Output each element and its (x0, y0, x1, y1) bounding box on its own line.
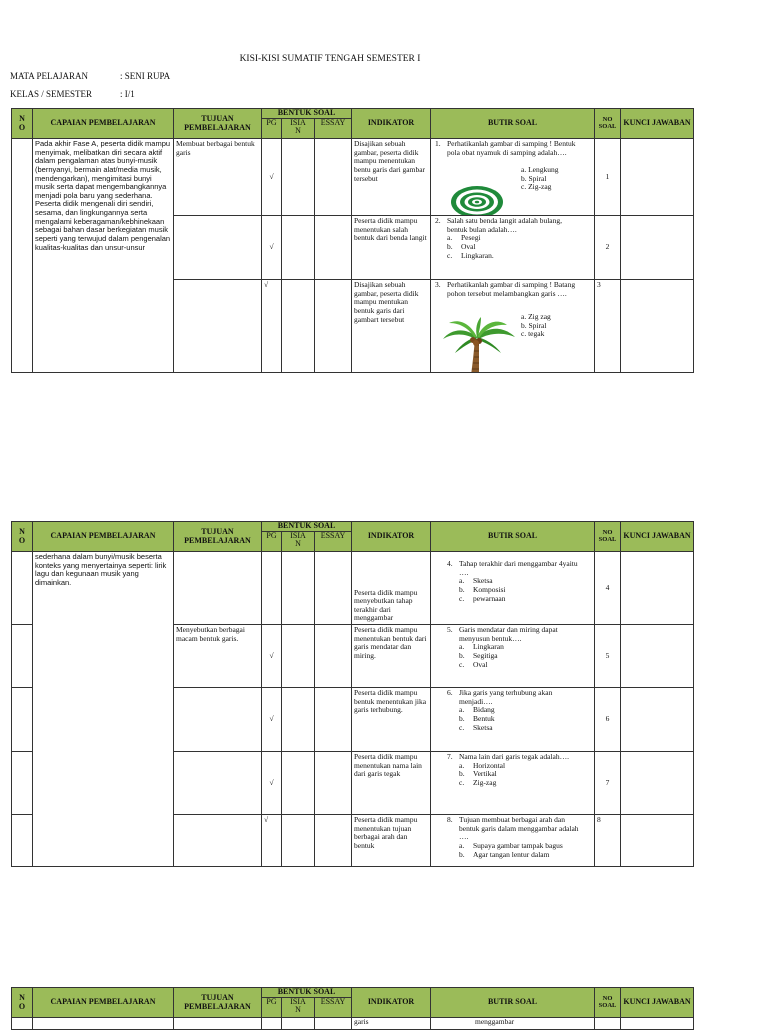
question-text: Tujuan membuat berbagai arah dan bentuk garis dalam menggambar adalah …. (459, 815, 579, 842)
butir-soal-1 (431, 139, 595, 216)
option: b. Bentuk (459, 713, 495, 723)
cell-essay (315, 688, 352, 752)
option: b. Spiral (521, 173, 547, 183)
header-tujuan: TUJUAN PEMBELAJARAN (174, 988, 262, 1018)
header-capaian: CAPAIAN PEMBELAJARAN (33, 522, 174, 552)
header-tujuan: TUJUAN PEMBELAJARAN (174, 522, 262, 552)
header-no-soal: NO SOAL (595, 522, 621, 552)
header-no: N O (12, 522, 33, 552)
check-pg: √ (262, 815, 282, 867)
header-essay: ESSAY (315, 532, 352, 552)
question-number: 6. (447, 688, 453, 697)
question-number: 1. (435, 139, 441, 148)
indikator-text: Peserta didik mampu menentukan salah bentuk dari benda langit (352, 216, 431, 280)
check-pg: √ (262, 139, 282, 216)
butir-soal-8 (431, 815, 595, 867)
question-text: Nama lain dari garis tegak adalah…. (459, 752, 569, 761)
cell-essay (315, 280, 352, 373)
mosquito-coil-image (449, 184, 505, 216)
butir-soal-3 (431, 280, 595, 373)
option: a. Lengkung (521, 165, 559, 174)
kunci-jawaban (621, 752, 694, 815)
option: c. Lingkaran. (447, 250, 494, 260)
option: c. Oval (459, 659, 488, 669)
option: c. Zig-zag (521, 182, 552, 192)
cell-no (12, 752, 33, 815)
header-isian: ISIA N (282, 119, 315, 139)
cell-essay (315, 216, 352, 280)
question-number: 2. (435, 216, 441, 225)
header-butir-soal: BUTIR SOAL (431, 109, 595, 139)
header-butir-soal: BUTIR SOAL (431, 988, 595, 1018)
cell-no (12, 688, 33, 752)
butir-soal-5 (431, 625, 595, 688)
kisi-table-2 (11, 521, 694, 867)
option: b. Komposisi (459, 584, 506, 594)
header-capaian: CAPAIAN PEMBELAJARAN (33, 109, 174, 139)
question-text: Perhatikanlah gambar di samping ! Batang pohon tersebut melambangkan garis …. (447, 280, 576, 298)
question-number: 7. (447, 752, 453, 761)
indikator-text: Peserta didik mampu menentukan tujuan berbagai arah dan bentuk (352, 815, 431, 867)
cell-isian (282, 752, 315, 815)
tujuan-text (174, 688, 262, 752)
header-bentuk-soal: BENTUK SOAL (262, 988, 352, 998)
header-indikator: INDIKATOR (352, 988, 431, 1018)
no-soal: 1 (595, 139, 621, 216)
tujuan-text (174, 552, 262, 625)
cell-no (12, 552, 33, 625)
question-number: 4. (447, 559, 453, 568)
check-pg: √ (262, 625, 282, 688)
cell-isian (282, 280, 315, 373)
header-indikator: INDIKATOR (352, 109, 431, 139)
indikator-text: garis (352, 1018, 431, 1030)
cell-essay (315, 625, 352, 688)
kunci-jawaban (621, 139, 694, 216)
option: c. pewarnaan (459, 593, 506, 603)
check-pg: √ (262, 280, 282, 373)
indikator-text: Peserta didik mampu menyebutkan tahap terakhir dari menggambar (352, 552, 431, 625)
question-number: 8. (447, 815, 453, 824)
option: b. Spiral (521, 320, 547, 330)
mapel-value: : SENI RUPA (120, 71, 171, 81)
butir-soal-4 (431, 552, 595, 625)
no-soal: 8 (595, 815, 621, 867)
tujuan-text (174, 216, 262, 280)
indikator-text: Disajikan sebuah gambar, peserta didik mampu mentukan bentuk garis dari gambart tersebut (352, 280, 431, 373)
cell-no (12, 139, 33, 373)
butir-soal-7 (431, 752, 595, 815)
no-soal: 7 (595, 752, 621, 815)
table-row (12, 552, 694, 625)
kelas-line (10, 89, 135, 99)
check-pg (262, 552, 282, 625)
option: a. Sketsa (459, 576, 493, 586)
butir-soal-fragment: menggambar (431, 1018, 595, 1030)
header-butir-soal: BUTIR SOAL (431, 522, 595, 552)
kisi-table-1 (11, 108, 694, 373)
header-capaian: CAPAIAN PEMBELAJARAN (33, 988, 174, 1018)
header-pg: PG (262, 119, 282, 139)
check-pg: √ (262, 688, 282, 752)
cell-isian (282, 688, 315, 752)
option: a. Bidang (459, 705, 495, 715)
cell-essay (315, 815, 352, 867)
kunci-jawaban (621, 815, 694, 867)
question-number: 3. (435, 280, 441, 289)
no-soal: 3 (595, 280, 621, 373)
header-no: N O (12, 109, 33, 139)
option: b. Segitiga (459, 650, 498, 660)
option: a. Supaya gambar tampak bagus (459, 840, 563, 850)
no-soal: 5 (595, 625, 621, 688)
question-text: Jika garis yang terhubung akan menjadi…. (459, 688, 553, 706)
mapel-line (10, 71, 170, 81)
header-bentuk-soal: BENTUK SOAL (262, 522, 352, 532)
header-kunci-jawaban: KUNCI JAWABAN (621, 522, 694, 552)
header-kunci-jawaban: KUNCI JAWABAN (621, 109, 694, 139)
option: a. Zig zag (521, 312, 551, 321)
option: c. Zig-zag (459, 777, 497, 787)
indikator-text: Peserta didik mampu bentuk menentukan jika garis terhubung. (352, 688, 431, 752)
cell-isian (282, 216, 315, 280)
header-pg: PG (262, 998, 282, 1018)
cell-essay (315, 752, 352, 815)
cell-no (12, 625, 33, 688)
indikator-text: Peserta didik mampu menentukan nama lain dari garis tegak (352, 752, 431, 815)
no-soal: 6 (595, 688, 621, 752)
tujuan-text: Menyebutkan berbagai macam bentuk garis. (174, 625, 262, 688)
question-text: Tahap terakhir dari menggambar 4yaitu …. (459, 559, 578, 577)
header-isian: ISIA N (282, 998, 315, 1018)
header-essay: ESSAY (315, 998, 352, 1018)
cell-isian (282, 552, 315, 625)
option: c. Sketsa (459, 722, 493, 732)
question-text: Perhatikanlah gambar di samping ! Bentuk pola obat nyamuk di samping adalah…. (447, 139, 576, 157)
header-tujuan: TUJUAN PEMBELAJARAN (174, 109, 262, 139)
no-soal: 4 (595, 552, 621, 625)
question-number: 5. (447, 625, 453, 634)
question-text: Salah satu benda langit adalah bulang, bentuk bulan adalah…. (447, 216, 562, 234)
cell-essay (315, 552, 352, 625)
tujuan-text (174, 752, 262, 815)
kelas-label: KELAS / SEMESTER (10, 89, 93, 99)
cell-isian (282, 625, 315, 688)
cell-no (12, 815, 33, 867)
header-no-soal: NO SOAL (595, 109, 621, 139)
kelas-value: : I/1 (120, 89, 135, 99)
butir-soal-6 (431, 688, 595, 752)
header-indikator: INDIKATOR (352, 522, 431, 552)
option: a. Lingkaran (459, 642, 504, 652)
palm-tree-image (441, 317, 517, 373)
capaian-text: Pada akhir Fase A, peserta didik mampu menyimak, melibatkan diri secara aktif dalam pengalaman atas bunyi-musik (bernyanyi, bermain alat/media musik, mendengarkan), mengimitasi bunyi musik serta dapat mengembangkannya menjadi pola baru yang sederhana. Peserta didik mengenali diri sendiri, sesama, dan lingkungannya serta mengalami keberagaman/kebhinekaan sebagai bahan dasar berkegiatan musik seperti yang terwujud dalam pengenalan kualitas-kualitas dan unsur-unsur (33, 139, 174, 373)
option: a. Horizontal (459, 760, 506, 770)
no-soal: 2 (595, 216, 621, 280)
header-isian: ISIA N (282, 532, 315, 552)
header-no: N O (12, 988, 33, 1018)
butir-soal-2 (431, 216, 595, 280)
option: a. Pesegi (447, 233, 481, 243)
kunci-jawaban (621, 216, 694, 280)
kunci-jawaban (621, 552, 694, 625)
cell-isian (282, 139, 315, 216)
header-essay: ESSAY (315, 119, 352, 139)
option: b. Vertikal (459, 769, 497, 779)
kunci-jawaban (621, 280, 694, 373)
header-pg: PG (262, 532, 282, 552)
header-bentuk-soal: BENTUK SOAL (262, 109, 352, 119)
cell-essay (315, 139, 352, 216)
tujuan-text (174, 280, 262, 373)
tujuan-text (174, 815, 262, 867)
option: b. Oval (447, 241, 476, 251)
check-pg: √ (262, 216, 282, 280)
kunci-jawaban (621, 625, 694, 688)
mapel-label: MATA PELAJARAN (10, 71, 89, 81)
kunci-jawaban (621, 688, 694, 752)
cell-isian (282, 815, 315, 867)
header-kunci-jawaban: KUNCI JAWABAN (621, 988, 694, 1018)
table-row (12, 139, 694, 216)
header-no-soal: NO SOAL (595, 988, 621, 1018)
tujuan-text: Membuat berbagai bentuk garis (174, 139, 262, 216)
option: b. Agar tangan lentur dalam (459, 849, 550, 859)
check-pg: √ (262, 752, 282, 815)
capaian-text: sederhana dalam bunyi/musik beserta konteks yang menyertainya seperti: lirik lagu dan kegunaan musik yang dimainkan. (33, 552, 174, 867)
document-title: KISI-KISI SUMATIF TENGAH SEMESTER I (239, 54, 421, 64)
option: c. tegak (521, 329, 545, 339)
indikator-text: Disajikan sebuah gambar, peserta didik mampu menentukan bentu garis dari gambar tersebut (352, 139, 431, 216)
question-text: Garis mendatar dan miring dapat menyusun bentuk…. (459, 625, 558, 643)
indikator-text: Peserta didik mampu menentukan bentuk dari garis mendatar dan miring. (352, 625, 431, 688)
